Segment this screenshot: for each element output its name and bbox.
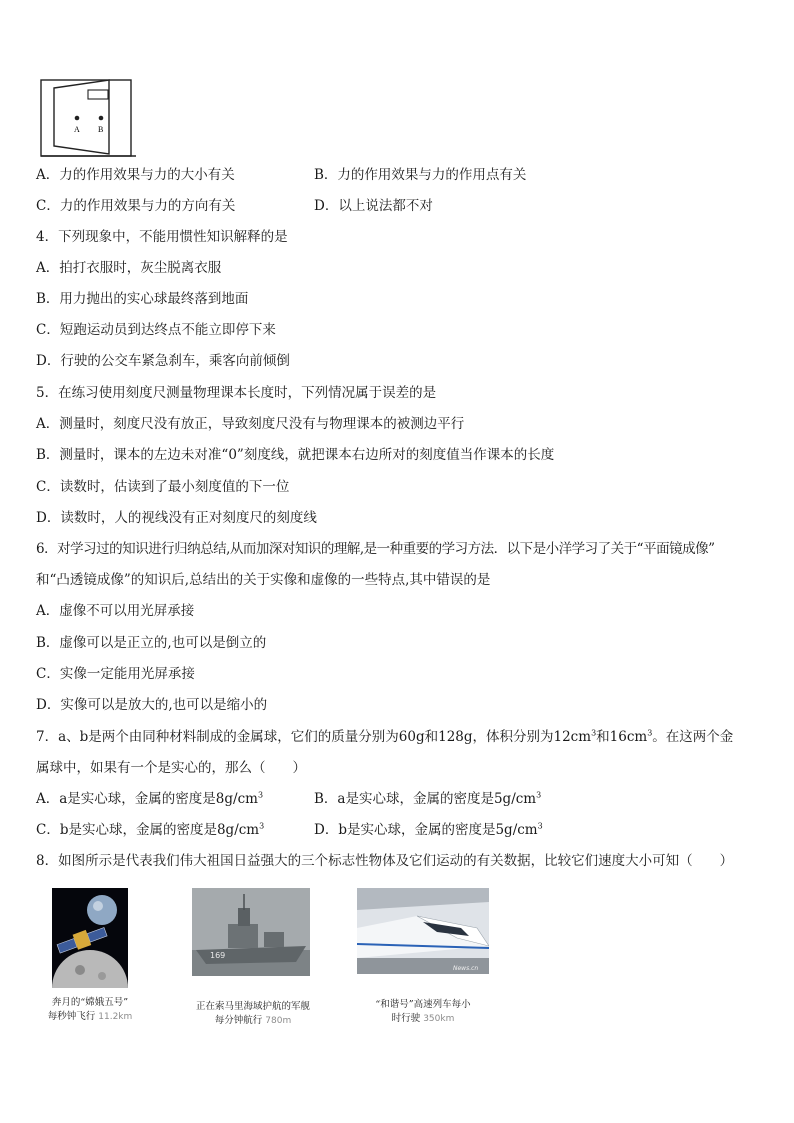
high-speed-train-image (357, 888, 489, 974)
caption-warship-line2 (180, 1014, 326, 1028)
q7-option-a-text: A．a是实心球，金属的密度是8g/cm (36, 791, 258, 807)
q7-option-b-sup: 3 (536, 790, 542, 800)
q4-option-a: A．拍打衣服时，灰尘脱离衣服 (36, 260, 222, 276)
q7-option-c-text: C．b是实心球，金属的密度是8g/cm (36, 822, 260, 838)
caption-warship-value: 780m (265, 1016, 292, 1026)
q4-stem: 4．下列现象中，不能用惯性知识解释的是 (36, 229, 288, 245)
caption-warship-label: 每分钟航行 (214, 1015, 263, 1026)
q5-option-d: D．读数时，人的视线没有正对刻度尺的刻度线 (36, 510, 317, 526)
q5-option-b: B．测量时，课本的左边未对准“0”刻度线，就把课本右边所对的刻度值当作课本的长度 (36, 447, 555, 463)
door-diagram (36, 72, 136, 158)
caption-train-line2 (352, 1012, 494, 1026)
caption-change5-line2 (40, 1010, 140, 1024)
ship-hull-number: 169 (210, 951, 226, 960)
q5-stem: 5．在练习使用刻度尺测量物理课本长度时，下列情况属于误差的是 (36, 385, 437, 401)
q5-option-a: A．测量时，刻度尺没有放正，导致刻度尺没有与物理课本的被测边平行 (36, 416, 465, 432)
q7-stem-line2: 属球中，如果有一个是实心的，那么（ ） (36, 760, 306, 776)
q7-option-d-sup: 3 (537, 821, 543, 831)
q7-option-b-text: B．a是实心球，金属的密度是5g/cm (314, 791, 537, 807)
q6-option-a: A．虚像不可以用光屏承接 (36, 603, 195, 619)
q7-stem-line1 (36, 728, 733, 746)
q4-option-c: C．短跑运动员到达终点不能立即停下来 (36, 322, 276, 338)
caption-warship-line1: 正在索马里海域护航的军舰 (195, 1001, 310, 1012)
q7-sup-2: 3 (647, 728, 653, 738)
q4-option-b: B．用力抛出的实心球最终落到地面 (36, 291, 249, 307)
caption-warship (180, 1000, 326, 1028)
caption-change5-label: 每秒钟飞行 (47, 1011, 96, 1022)
q7-stem-part3: 。在这两个金 (652, 729, 734, 745)
q3-option-b: B．力的作用效果与力的作用点有关 (314, 167, 527, 183)
q7-option-a (36, 790, 263, 808)
caption-change5-line1: 奔月的“嫦娥五号” (51, 997, 129, 1008)
q6-stem-line1: 6．对学习过的知识进行归纳总结,从而加深对知识的理解,是一种重要的学习方法．以下是小洋学习了关于“平面镜成像” (36, 541, 715, 557)
caption-train-label: 时行驶 (391, 1013, 421, 1024)
news-watermark: News.cn (453, 965, 479, 972)
q3-option-a: A．力的作用效果与力的大小有关 (36, 167, 235, 183)
q7-option-d-text: D．b是实心球，金属的密度是5g/cm (314, 822, 538, 838)
q7-option-c-sup: 3 (259, 821, 265, 831)
caption-change5-value: 11.2km (98, 1012, 133, 1022)
q6-stem-line2: 和“凸透镜成像”的知识后,总结出的关于实像和虚像的一些特点,其中错误的是 (36, 572, 491, 588)
q8-stem: 8．如图所示是代表我们伟大祖国日益强大的三个标志性物体及它们运动的有关数据，比较它们速度大小可知（ ） (36, 853, 734, 869)
q7-option-b (314, 790, 541, 808)
q4-option-d: D．行驶的公交车紧急刹车，乘客向前倾倒 (36, 353, 290, 369)
q7-stem-part1: 7．a、b是两个由同种材料制成的金属球，它们的质量分别为60g和128g，体积分别为12cm (36, 729, 592, 745)
door-point-b-label: B (98, 125, 104, 134)
caption-train (352, 998, 494, 1026)
q5-option-c: C．读数时，估读到了最小刻度值的下一位 (36, 479, 290, 495)
q6-option-d: D．实像可以是放大的,也可以是缩小的 (36, 697, 268, 713)
change5-satellite-image (52, 888, 128, 988)
caption-change5 (40, 996, 140, 1024)
q3-option-d: D．以上说法都不对 (314, 198, 433, 214)
q6-option-b: B．虚像可以是正立的,也可以是倒立的 (36, 635, 267, 651)
q3-option-c: C．力的作用效果与力的方向有关 (36, 198, 236, 214)
caption-train-value: 350km (423, 1014, 455, 1024)
q7-option-a-sup: 3 (257, 790, 264, 800)
q7-option-d (314, 821, 543, 839)
warship-image (192, 888, 310, 976)
caption-train-line1: “和谐号”高速列车每小 (375, 999, 471, 1010)
q6-option-c: C．实像一定能用光屏承接 (36, 666, 195, 682)
q7-option-c (36, 821, 264, 839)
q7-sup-1: 3 (591, 728, 597, 738)
q7-stem-part2: 和16cm (596, 729, 648, 745)
door-point-a-label: A (74, 125, 80, 134)
